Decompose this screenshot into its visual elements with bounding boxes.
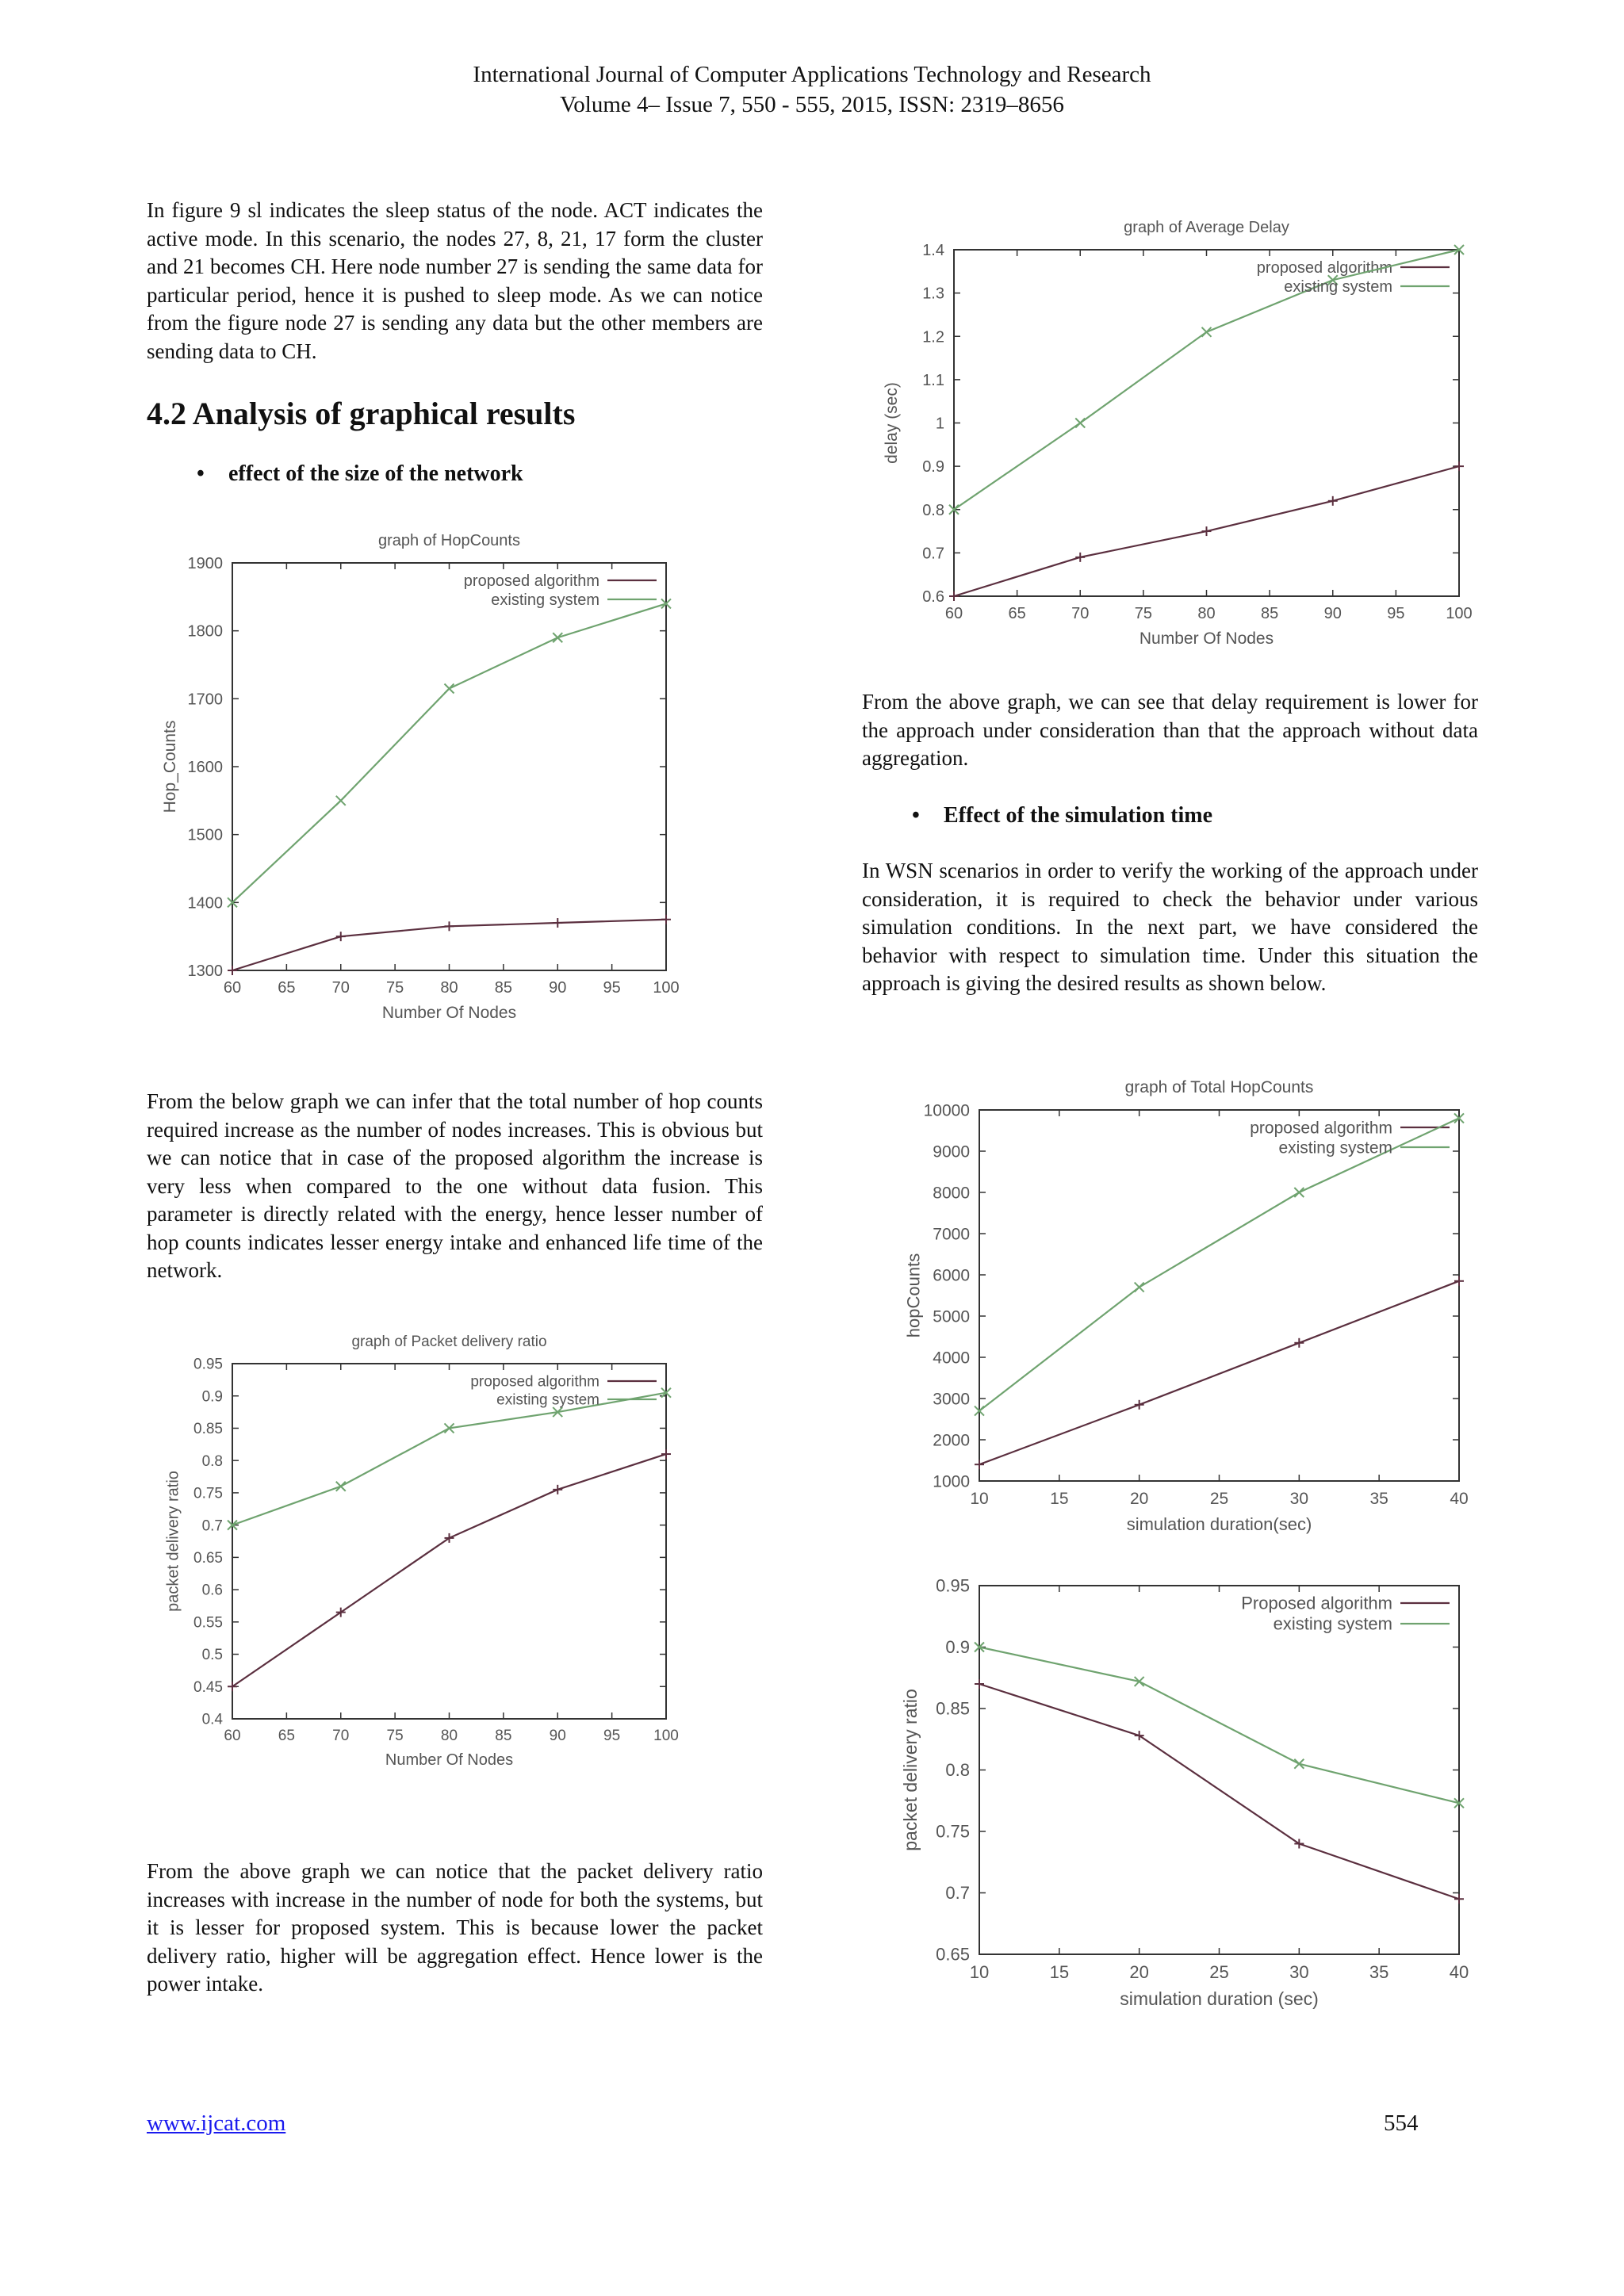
x-tick-label: 70: [331, 979, 350, 997]
x-tick-label: 65: [278, 979, 296, 997]
plot-frame: [979, 1586, 1459, 1954]
section-heading: 4.2 Analysis of graphical results: [147, 396, 576, 431]
y-tick-label: 0.7: [201, 1517, 223, 1535]
y-tick-label: 0.8: [201, 1452, 223, 1470]
x-tick-label: 75: [386, 1728, 404, 1744]
chart-packet-delivery-sim: [860, 1566, 1495, 2042]
chart-hopcounts: [143, 515, 698, 1043]
x-tick-label: 65: [278, 1728, 295, 1744]
data-point: [1075, 553, 1085, 562]
x-tick-label: 25: [1209, 1962, 1229, 1982]
y-tick-label: 0.65: [193, 1550, 223, 1567]
data-point: [1135, 1400, 1144, 1410]
x-tick-label: 30: [1289, 1962, 1309, 1982]
x-tick-label: 85: [494, 979, 512, 997]
x-tick-label: 65: [1008, 605, 1026, 622]
x-tick-label: 10: [969, 1962, 990, 1982]
y-tick-label: 0.4: [201, 1711, 223, 1728]
x-tick-label: 15: [1050, 1490, 1069, 1508]
y-axis-label: packet delivery ratio: [164, 1471, 182, 1612]
data-point: [1454, 461, 1464, 471]
y-tick-label: 1300: [187, 962, 223, 980]
chart-title: graph of HopCounts: [377, 532, 521, 549]
y-tick-label: 0.7: [922, 545, 944, 563]
data-point: [1328, 496, 1338, 506]
y-tick-label: 9000: [933, 1142, 970, 1161]
bullet-label: Effect of the simulation time: [944, 803, 1213, 828]
x-tick-label: 80: [1197, 605, 1216, 622]
data-point: [1135, 1283, 1144, 1292]
x-tick-label: 40: [1450, 1490, 1469, 1508]
x-tick-label: 100: [1446, 605, 1473, 622]
y-tick-label: 0.9: [922, 458, 944, 476]
chart-title: graph of Average Delay: [1124, 219, 1289, 236]
x-tick-label: 100: [653, 1728, 679, 1744]
data-point: [1294, 1839, 1304, 1849]
x-tick-label: 25: [1209, 1490, 1229, 1508]
y-tick-label: 0.75: [936, 1821, 970, 1842]
y-tick-label: 0.8: [945, 1760, 970, 1781]
x-tick-label: 80: [440, 979, 458, 997]
y-tick-label: 0.45: [193, 1678, 223, 1696]
y-tick-label: 1.2: [922, 328, 944, 346]
legend-label: existing system: [1284, 278, 1392, 296]
legend-label: existing system: [496, 1391, 599, 1409]
y-axis-label: delay (sec): [883, 382, 901, 464]
legend-label: proposed algorithm: [1250, 1119, 1392, 1138]
y-tick-label: 1.3: [922, 285, 944, 303]
data-point: [1294, 1188, 1304, 1197]
intro-paragraph: In figure 9 sl indicates the sleep status of the node. ACT indicates the active mode. In this scenario, the nodes 27, 8, 21, 17 form the cluster and 21 becomes CH. Here node number 27 is sending the same data for particular period, hence it is pushed to sleep mode. As we can notice from the figure node 27 is sending any data but the other members are sending data to CH.: [147, 198, 763, 363]
y-tick-label: 0.55: [193, 1614, 223, 1632]
x-tick-label: 90: [549, 1728, 566, 1744]
series-line-1: [979, 1118, 1459, 1410]
x-tick-label: 95: [1387, 605, 1405, 622]
bullet-network-size: [197, 461, 523, 487]
series-line-0: [979, 1281, 1459, 1464]
x-axis-label: Number Of Nodes: [381, 1004, 517, 1022]
y-tick-label: 1500: [187, 826, 223, 844]
chart-total-hopcounts: [860, 1066, 1495, 1542]
x-tick-label: 85: [1261, 605, 1279, 622]
data-point: [336, 796, 346, 806]
y-tick-label: 0.6: [201, 1582, 223, 1599]
y-tick-label: 0.85: [936, 1698, 970, 1719]
y-tick-label: 0.7: [945, 1883, 970, 1904]
sim-paragraph: In WSN scenarios in order to verify the working of the approach under consideration, it is required to check the behavior under various simulation conditions. In the next part, we have considered the behavior with respect to simulation time. Under this situation the approach is giving the desired results as shown below.: [862, 859, 1478, 995]
delay-paragraph: From the above graph, we can see that delay requirement is lower for the approach under consideration than that the approach without data aggregation.: [862, 690, 1478, 770]
y-tick-label: 1400: [187, 894, 223, 913]
y-tick-label: 7000: [933, 1225, 970, 1244]
y-tick-label: 0.95: [193, 1356, 223, 1373]
data-point: [1075, 419, 1085, 428]
x-tick-label: 60: [223, 979, 242, 997]
plot-frame: [954, 250, 1459, 596]
data-point: [661, 1449, 671, 1459]
x-tick-label: 95: [603, 1728, 621, 1744]
page-number: 554: [1384, 2110, 1419, 2136]
bullet-dot-icon: •: [912, 803, 920, 828]
hop-paragraph: From the below graph we can infer that the total number of hop counts required increase as the number of nodes increases. This is obvious but we can notice that in case of the proposed algorithm the increase is very less when compared to the one without data fusion. This parameter is directly related with the energy, hence lesser number of hop counts indicates lesser energy intake and enhanced life time of the network.: [147, 1089, 763, 1282]
bullet-dot-icon: •: [197, 461, 205, 486]
x-tick-label: 75: [1134, 605, 1152, 622]
data-point: [1202, 327, 1212, 337]
data-point: [553, 918, 562, 928]
x-axis-label: Number Of Nodes: [385, 1751, 514, 1769]
y-tick-label: 1000: [933, 1472, 970, 1491]
data-point: [553, 633, 562, 642]
data-point: [1135, 1731, 1144, 1740]
y-tick-label: 1600: [187, 759, 223, 776]
y-tick-label: 6000: [933, 1266, 970, 1285]
data-point: [1454, 1276, 1464, 1286]
legend-label: Proposed algorithm: [1241, 1593, 1392, 1613]
y-tick-label: 3000: [933, 1390, 970, 1409]
x-tick-label: 60: [944, 605, 963, 622]
data-point: [445, 921, 454, 931]
series-line-0: [232, 1454, 666, 1686]
y-tick-label: 0.95: [936, 1575, 970, 1596]
x-axis-label: Number Of Nodes: [1139, 629, 1274, 648]
data-point: [949, 591, 959, 601]
y-tick-label: 10000: [923, 1101, 970, 1120]
data-point: [975, 1460, 984, 1469]
data-point: [336, 1482, 346, 1491]
journal-title: International Journal of Computer Applications Technology and Research: [473, 62, 1151, 87]
x-tick-label: 80: [440, 1728, 458, 1744]
y-tick-label: 0.5: [201, 1647, 223, 1664]
y-tick-label: 5000: [933, 1307, 970, 1326]
series-line-1: [979, 1647, 1459, 1804]
bullet-simulation-time: [912, 803, 1212, 828]
x-tick-label: 20: [1129, 1962, 1149, 1982]
legend-label: existing system: [1273, 1613, 1392, 1634]
y-tick-label: 0.75: [193, 1485, 223, 1502]
y-tick-label: 1900: [187, 555, 223, 572]
x-axis-label: simulation duration (sec): [1120, 1988, 1319, 2009]
x-axis-label: simulation duration(sec): [1126, 1514, 1312, 1534]
y-tick-label: 0.85: [193, 1421, 223, 1438]
y-axis-label: Hop_Counts: [161, 720, 179, 813]
y-tick-label: 1800: [187, 622, 223, 641]
y-tick-label: 0.8: [922, 501, 944, 519]
data-point: [445, 683, 454, 693]
y-axis-label: packet delivery ratio: [899, 1689, 921, 1851]
x-tick-label: 60: [224, 1728, 241, 1744]
chart-title: graph of Total HopCounts: [1124, 1078, 1314, 1096]
y-tick-label: 0.9: [945, 1637, 970, 1658]
x-tick-label: 85: [495, 1728, 512, 1744]
journal-volume: Volume 4– Issue 7, 550 - 555, 2015, ISSN: 2319–8656: [560, 92, 1064, 117]
legend-label: proposed algorithm: [463, 572, 599, 590]
bullet-label: effect of the size of the network: [228, 461, 523, 486]
pdr-paragraph: From the above graph we can notice that the packet delivery ratio increases with increase in the number of node for both the systems, but it is lesser for proposed system. This is because lower the packet delivery ratio, higher will be aggregation effect. Hence lower is the power intake.: [147, 1859, 763, 1996]
data-point: [228, 966, 237, 975]
chart-average-delay: [860, 206, 1495, 658]
y-axis-label: hopCounts: [903, 1253, 924, 1338]
x-tick-label: 75: [386, 979, 404, 997]
y-tick-label: 1700: [187, 691, 223, 709]
legend-label: proposed algorithm: [1256, 259, 1392, 277]
y-tick-label: 1.1: [922, 371, 944, 389]
x-tick-label: 20: [1129, 1490, 1149, 1508]
x-tick-label: 100: [653, 979, 680, 997]
plot-frame: [979, 1110, 1459, 1481]
x-tick-label: 70: [1071, 605, 1090, 622]
x-tick-label: 10: [970, 1490, 989, 1508]
series-line-1: [232, 1393, 666, 1525]
footer-url-link[interactable]: www.ijcat.com: [147, 2110, 286, 2136]
y-tick-label: 4000: [933, 1349, 970, 1368]
legend-label: existing system: [1278, 1138, 1392, 1158]
data-point: [1454, 1894, 1464, 1904]
data-point: [336, 932, 346, 941]
series-line-0: [979, 1684, 1459, 1899]
y-tick-label: 0.65: [936, 1944, 970, 1965]
x-tick-label: 15: [1049, 1962, 1070, 1982]
y-tick-label: 2000: [933, 1431, 970, 1450]
chart-title: graph of Packet delivery ratio: [351, 1334, 547, 1350]
data-point: [661, 915, 671, 924]
series-line-1: [232, 603, 666, 902]
y-tick-label: 0.6: [922, 588, 944, 606]
legend-label: proposed algorithm: [470, 1373, 599, 1391]
y-tick-label: 0.9: [201, 1388, 223, 1406]
x-tick-label: 90: [549, 979, 567, 997]
x-tick-label: 35: [1369, 1490, 1388, 1508]
x-tick-label: 90: [1323, 605, 1342, 622]
x-tick-label: 70: [332, 1728, 350, 1744]
chart-packet-delivery-nodes: [143, 1320, 698, 1784]
y-tick-label: 1.4: [922, 242, 944, 259]
x-tick-label: 35: [1369, 1962, 1389, 1982]
x-tick-label: 95: [603, 979, 621, 997]
y-tick-label: 8000: [933, 1184, 970, 1203]
data-point: [1294, 1338, 1304, 1348]
x-tick-label: 40: [1449, 1962, 1469, 1982]
legend-label: existing system: [491, 591, 599, 609]
data-point: [553, 1485, 562, 1494]
y-tick-label: 1: [935, 415, 944, 433]
data-point: [975, 1679, 984, 1689]
data-point: [1202, 526, 1212, 536]
x-tick-label: 30: [1289, 1490, 1309, 1508]
